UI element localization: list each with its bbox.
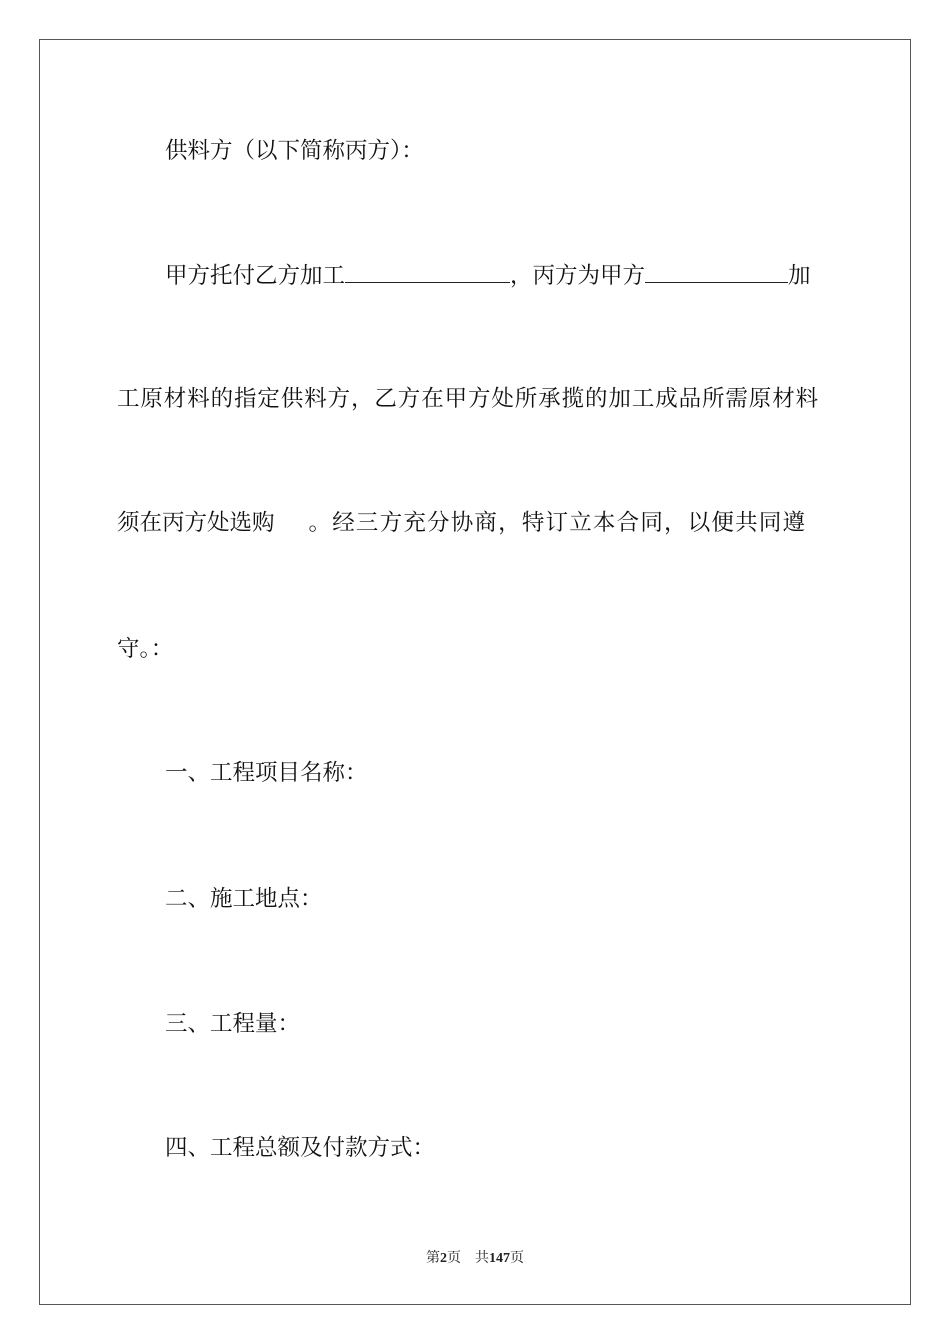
page-border: [39, 39, 911, 1305]
footer-page-number: 2: [440, 1251, 447, 1266]
section-location: 二、施工地点：: [165, 886, 323, 912]
footer-mid: 页 共: [447, 1251, 489, 1266]
supplier-line: 供料方（以下简称丙方）：: [165, 138, 424, 164]
paragraph-line-1: [165, 260, 811, 291]
paragraph-text-d: 须在丙方处选购: [117, 510, 275, 536]
paragraph-line-4: 守。：: [117, 636, 174, 662]
paragraph-text-b: ，丙方为甲方: [510, 263, 646, 289]
footer-prefix: 第: [426, 1251, 440, 1266]
page-footer: [0, 1247, 950, 1267]
blank-underline-2: [645, 260, 788, 283]
blank-underline-1: [345, 260, 510, 283]
footer-total-pages: 147: [489, 1251, 510, 1266]
section-project-name: 一、工程项目名称：: [165, 760, 368, 786]
paragraph-line-3: [117, 508, 806, 538]
paragraph-line-2: 工原材料的指定供料方，乙方在甲方处所承揽的加工成品所需原材料: [117, 386, 820, 412]
section-total-payment: 四、工程总额及付款方式：: [165, 1135, 436, 1161]
paragraph-text-a: 甲方托付乙方加工: [165, 263, 346, 289]
footer-suffix: 页: [510, 1251, 524, 1266]
paragraph-text-c: 加: [788, 263, 811, 289]
paragraph-text-e: 。经三方充分协商，特订立本合同，以便共同遵: [308, 510, 807, 536]
section-quantity: 三、工程量：: [165, 1011, 301, 1037]
